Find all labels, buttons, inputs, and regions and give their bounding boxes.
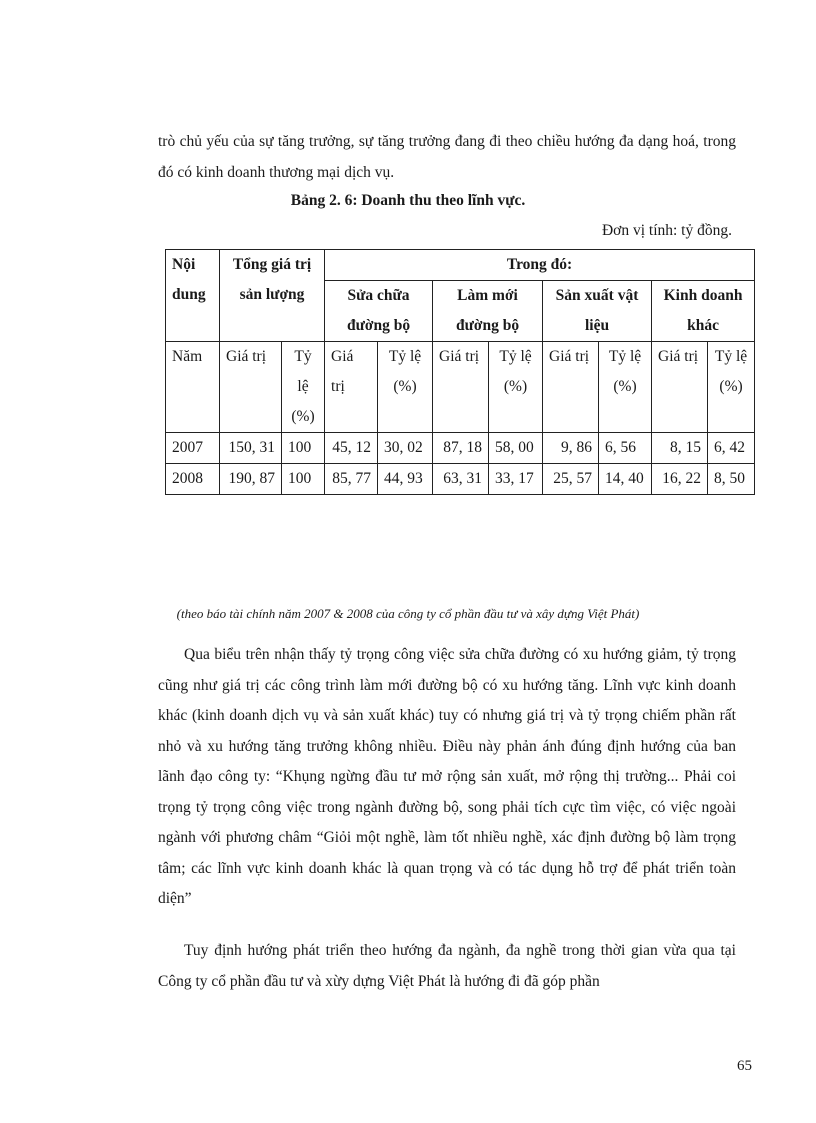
year-cell: 2007 <box>166 433 220 464</box>
table-source-note: (theo báo tài chính năm 2007 & 2008 của công ty cổ phần đầu tư và xây dựng Việt Phát) <box>176 606 640 621</box>
value-cell: 44, 93 <box>378 464 433 495</box>
value-cell: 8, 50 <box>708 464 755 495</box>
header-gia-tri: Giá trị <box>652 342 708 433</box>
intro-paragraph: trò chủ yếu của sự tăng trưởng, sự tăng trưởng đang đi theo chiều hướng đa dạng hoá, trong đó có kinh doanh thương mại dịch vụ. <box>158 133 736 181</box>
header-tong-gia-tri: Tổng giá trị sản lượng <box>220 250 325 342</box>
header-ty-le: Tỷ lệ (%) <box>708 342 755 433</box>
revenue-table <box>165 249 755 495</box>
header-ty-le: Tỷ lệ (%) <box>378 342 433 433</box>
header-trong-do: Trong đó: <box>325 250 755 281</box>
header-nam: Năm <box>166 342 220 433</box>
table-row <box>166 464 755 495</box>
table-header-row <box>166 250 755 281</box>
value-cell: 87, 18 <box>433 433 489 464</box>
header-gia-tri: Giá trị <box>220 342 282 433</box>
value-cell: 6, 42 <box>708 433 755 464</box>
value-cell: 14, 40 <box>599 464 652 495</box>
value-cell: 58, 00 <box>489 433 543 464</box>
value-cell: 45, 12 <box>325 433 378 464</box>
header-gia-tri: Giá trị <box>543 342 599 433</box>
value-cell: 6, 56 <box>599 433 652 464</box>
header-sua-chua: Sửa chữa đường bộ <box>325 281 433 342</box>
header-noi-dung: Nội dung <box>166 250 220 342</box>
header-ty-le: Tỷ lệ (%) <box>599 342 652 433</box>
value-cell: 63, 31 <box>433 464 489 495</box>
value-cell: 150, 31 <box>220 433 282 464</box>
table-title: Bảng 2. 6: Doanh thu theo lĩnh vực. <box>290 192 526 209</box>
table-unit-row <box>166 342 755 433</box>
year-cell: 2008 <box>166 464 220 495</box>
header-kinh-doanh: Kinh doanh khác <box>652 281 755 342</box>
value-cell: 85, 77 <box>325 464 378 495</box>
header-lam-moi: Làm mới đường bộ <box>433 281 543 342</box>
value-cell: 25, 57 <box>543 464 599 495</box>
analysis-paragraph: Qua biểu trên nhận thấy tỷ trọng công việc sửa chữa đường có xu hướng giảm, tỷ trọng cũng như giá trị các công trình làm mới đường bộ có xu hướng tăng. Lĩnh vực kinh doanh khác (kinh doanh dịch vụ và sản xuất khác) tuy có nhưng giá trị và tỷ trọng chiếm phần rất nhỏ và xu hướng tăng trưởng không nhiều. Điều này phản ánh đúng định hướng của ban lãnh đạo công ty: “Khụng ngừng đầu tư mở rộng sản xuất, mở rộng thị trường... Phải coi trọng tỷ trọng công việc trong ngành đường bộ, song phải tích cực tìm việc, có việc ngoài ngành với phương châm “Giỏi một nghề, làm tốt nhiều nghề, xác định đường bộ làm trọng tâm; các lĩnh vực kinh doanh khác là quan trọng và có tác dụng hỗ trợ để phát triển toàn diện” <box>158 646 736 907</box>
value-cell: 9, 86 <box>543 433 599 464</box>
value-cell: 100 <box>282 433 325 464</box>
table-unit: Đơn vị tính: tỷ đồng. <box>601 222 732 239</box>
page-number: 65 <box>737 1058 752 1074</box>
value-cell: 16, 22 <box>652 464 708 495</box>
direction-paragraph: Tuy định hướng phát triển theo hướng đa ngành, đa nghề trong thời gian vừa qua tại Công ty cổ phần đầu tư và xừy dựng Việt Phát là hướng đi đã góp phần <box>158 942 736 990</box>
header-gia-tri: Giá trị <box>325 342 378 433</box>
header-ty-le: Tỷ lệ (%) <box>489 342 543 433</box>
table-row <box>166 433 755 464</box>
value-cell: 30, 02 <box>378 433 433 464</box>
header-gia-tri: Giá trị <box>433 342 489 433</box>
header-san-xuat: Sản xuất vật liệu <box>543 281 652 342</box>
header-ty-le: Tỷ lệ (%) <box>282 342 325 433</box>
value-cell: 190, 87 <box>220 464 282 495</box>
value-cell: 100 <box>282 464 325 495</box>
value-cell: 8, 15 <box>652 433 708 464</box>
value-cell: 33, 17 <box>489 464 543 495</box>
